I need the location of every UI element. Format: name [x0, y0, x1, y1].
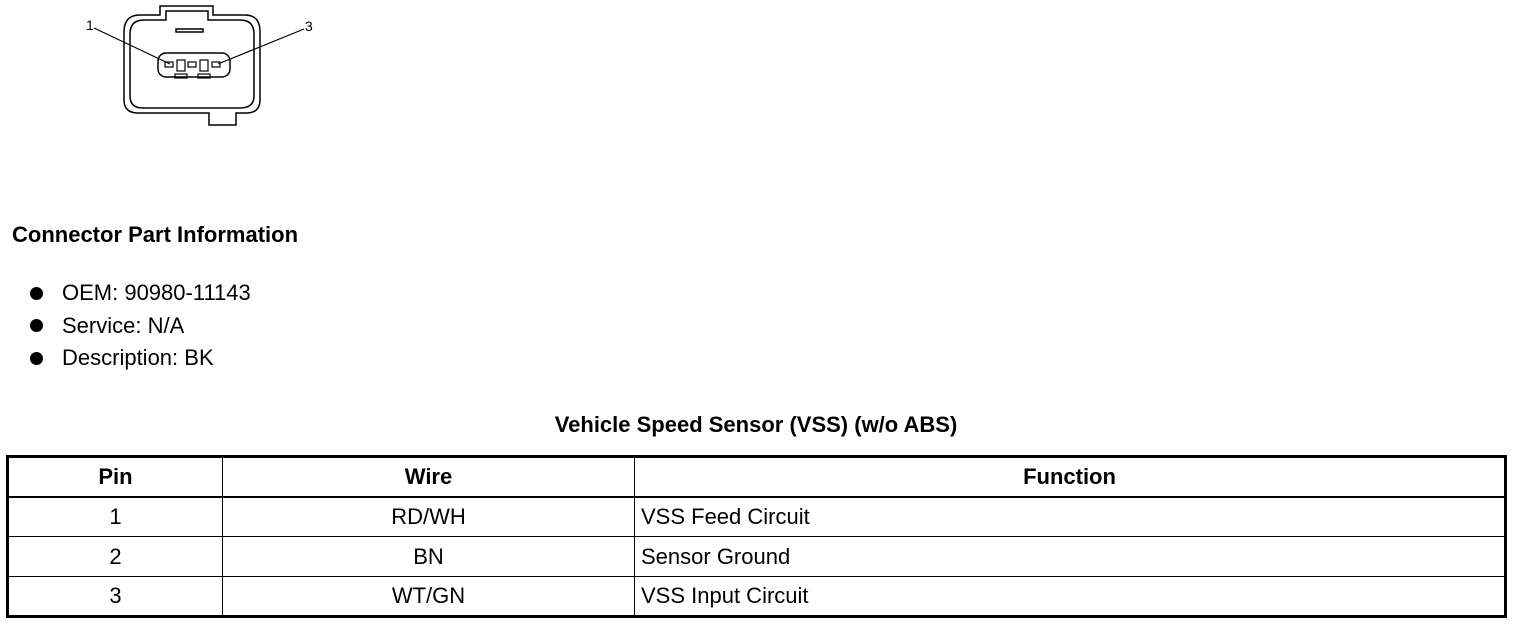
connector-diagram [0, 0, 340, 140]
connector-housing-inner [130, 11, 254, 108]
terminal-key-left [175, 74, 187, 78]
cell-function: VSS Input Circuit [635, 577, 1506, 617]
cell-pin: 2 [8, 537, 223, 577]
pin-1-leader [94, 28, 170, 64]
pin-table-title: Vehicle Speed Sensor (VSS) (w/o ABS) [554, 412, 958, 437]
info-item-service [30, 310, 251, 343]
table-row [8, 497, 1506, 537]
pin-table [6, 455, 1507, 618]
info-description-text: Description: BK [62, 345, 214, 371]
pin-3-label: 3 [305, 18, 313, 34]
cell-function: Sensor Ground [635, 537, 1506, 577]
header-function: Function [635, 457, 1506, 497]
table-header-row [8, 457, 1506, 497]
bullet-icon [30, 319, 43, 332]
bullet-icon [30, 287, 43, 300]
cell-pin: 1 [8, 497, 223, 537]
pin-3-leader [218, 29, 304, 64]
header-wire: Wire [223, 457, 635, 497]
connector-info-list [30, 277, 251, 375]
info-item-description [30, 342, 251, 375]
cell-wire: RD/WH [223, 497, 635, 537]
bullet-icon [30, 352, 43, 365]
header-pin: Pin [8, 457, 223, 497]
table-row [8, 577, 1506, 617]
terminal-key-right [198, 74, 210, 78]
info-service-text: Service: N/A [62, 312, 185, 338]
info-oem-text: OEM: 90980-11143 [62, 280, 251, 306]
info-item-oem [30, 277, 251, 310]
cell-wire: BN [223, 537, 635, 577]
terminal-slot-a [177, 60, 185, 71]
connector-info-heading: Connector Part Information [12, 222, 299, 247]
cell-pin: 3 [8, 577, 223, 617]
terminal-pin-3 [212, 62, 220, 67]
table-row [8, 537, 1506, 577]
cell-function: VSS Feed Circuit [635, 497, 1506, 537]
cell-wire: WT/GN [223, 577, 635, 617]
terminal-cavity [158, 53, 230, 77]
connector-housing-outer [124, 6, 260, 125]
connector-latch [176, 29, 203, 32]
terminal-slot-b [200, 60, 208, 71]
pin-1-label: 1 [86, 17, 94, 33]
terminal-pin-2 [188, 62, 196, 67]
